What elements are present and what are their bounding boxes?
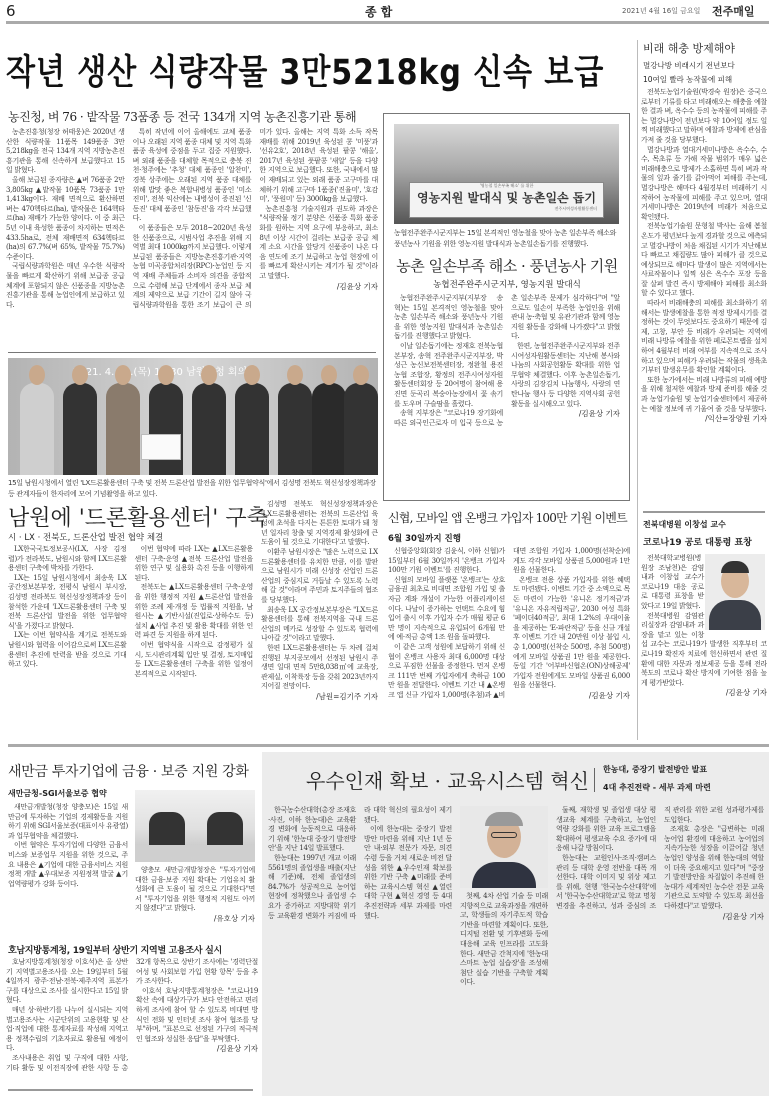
paragraph: 송혁 지부장은 "코로나19 장기화에 따른 외국인근로자 미 입국 등으로 농촌 일손부족 문제가 심각하다"며 "앞으로도 일손이 부족한 농업인을 위해 관내 농·축협 및 유관기관과 함께 영농지원 활동을 강화해 나가겠다"고 밝혔다. (394, 294, 620, 427)
paragraph: 양충모 새만금개발청장은 "투자기업에 대한 금융·보증 지원 확대는 기업유치 활성화에 큰 도움이 될 것으로 기대한다"면서 "투자기업을 위한 행정적 지원도 아끼지 않겠다"고 밝혔다. (135, 866, 255, 913)
byline: /김윤상 기자 (216, 1044, 258, 1054)
paragraph: 국립식량과학원은 매년 우수한 식량작물을 빠르게 확산하기 위해 보급종 공급체계에 포함되지 않은 신품종을 지방농촌진흥기관을 통해 농업인에게 보급하고 있다. (6, 262, 125, 309)
paragraph: 조재호 총장은 "급변하는 미래 농어업 환경에 대응하고 농어업의 지속가능한 성장을 이끌어갈 청년농업인 양성을 위해 한농대의 역할이 더욱 중요해지고 있다"며 "중장기 발전방안을 차질없이 추진해 한농대가 세계적인 농수산 전문 교육기관으로 도약할 수 있도록 최선을 다하겠다"고 말했다. (664, 825, 764, 910)
volunteer-photo (394, 124, 619, 224)
paragraph: 이에 한농대는 중장기 발전방안 마련을 위해 지난 1년 동안 내·외부 전문가 자문, 의견수렴 등을 거쳐 새로운 비전 달성을 위한 ▲우수인재 확보를 위한 기반 구축 ▲미래를 준비하는 교육시스템 혁신 ▲열린 대학 구현 ▲혁신 경영 등 4대 추진전략과 세부 과제를 마련했다. (364, 825, 452, 920)
drone-article-body-continued (261, 500, 378, 740)
article-subheadline: 6월 30일까지 진행 (388, 534, 461, 544)
article-headline: 신협, 모바일 앱 온뱅크 가입자 100만 기원 이벤트 (388, 511, 627, 525)
article-subheadline: 10여일 빨라 농작물에 피해 (643, 75, 733, 84)
divider (8, 352, 376, 353)
paragraph: 따라서 비래해충의 피해를 최소화하기 위해서는 발생예찰을 통한 적정 방제시기를 결정하는 것이 무엇보다도 중요하기 때문에 김제, 고창, 부안 등 비래가 우려되는 지역에 비래 나방류 예찰을 위한 페로몬트랩을 설치하여 4월부터 비래 여부를 지속적으로 조사하고 있으며 피해가 우려되는 작물의 생육초기부터 발생유무를 확인할 계획이다. (641, 299, 767, 375)
byline: /남원=김기주 기자 (316, 691, 378, 701)
byline: /김윤상 기자 (578, 409, 620, 419)
main-headline: 작년 생산 식량작물 3만5218kg 신속 보급 (6, 53, 605, 93)
paragraph: 또한 농가에서는 비래 나방류의 피해 예방을 위해 철저한 예찰과 방제 준비를 해줄 것과 농업기술원 및 농업기술센터에서 제공하는 예찰 정보에 귀 기울여 줄 것을 당부했다. (641, 375, 767, 413)
article-headline: 남원에 '드론활용센터' 구축 (8, 506, 268, 531)
article-kicker: 전북대병원 이창섭 교수 (643, 520, 726, 529)
paragraph: 전북도농업기술원(박경숙 원장)은 중국으로부터 기류를 타고 비래해오는 해충을 예찰한 결과 벼, 옥수수 등의 농작물에 피해를 주는 멸강나방이 전년보다 약 10여일 정도 일찍 비래했다고 말하며 예찰과 방제에 관심을 가져 줄 것을 당부했다. (641, 88, 767, 144)
byline: /익산=장양원 기자 (705, 414, 767, 424)
paragraph: 한농대는 교원인사·조직·캠퍼스 관리 등 대학 운영 전반을 대폭 개선한다. 대학 이미지 및 위상 제고를 위해, 현행 '한국농수산대학'에서 '한국농수산대학교'로 학교 명칭 변경을 추진하고, 성과 중심의 조직 관리를 위한 교원 성과평가제를 도입한다. (556, 806, 764, 910)
paragraph: 특히 작년에 이어 올해에도 교체 품종이나 오래된 지역 품종 대체 및 지역 특화 품종 육성에 중점을 두고 집중 지원했다. 벼 외래 품종을 대체할 목적으로 충북 진천·청주에는 '추청' 대체 품종인 '알찬미', 경북 상주에는 오래된 지역 품종 대체를 위해 밥맛 좋은 복합내병성 품종인 '미소진미', 전북 익산에는 내병성이 증진된 '신동진' 대체 품종인 '참동진'을 각각 보급했다. (132, 128, 252, 223)
photo-caption: 15일 남원시청에서 열린 'LX드론활용센터 구축 및 전북 드론산업 발전을 위한 업무협약식'에서 김성명 전북도 혁신성장정책과장 등 관계자들이 한자리에 모여 기념촬영을 하고 있다. (8, 479, 376, 498)
section-rule (8, 744, 769, 747)
event-banner (409, 182, 604, 218)
paragraph: LX한국국토정보공사(LX, 사장 김정렬)가 전라북도, 남원시와 함께 LX드론활용센터 구축에 박차를 가한다. (8, 545, 127, 573)
hannong-article-body-middle (460, 892, 548, 1093)
hospital-article-body (641, 554, 767, 740)
president-photo (460, 806, 548, 888)
paragraph: 올해 보급된 종자량은 ▲벼 76품종 2만3,805kg ▲밭작물 10품목 73품종 1만 1,413kg이다. 재배 면적으로 환산하면 벼는 470헥타르(ha), 밭작물은 164헥타르(ha) 재배가 가능한 양이다. 이 중 최근 5년 이내 육성한 품종이 차지하는 면적은 433.5ha로, 전체 재배면적 634헥타르(ha)의 67.7%(벼 65%, 밭작물 75.7%) 수준이다. (6, 175, 125, 261)
paragraph: 김성명 전북도 혁신성장정책과장은 'LX드론활용센터는 전북의 드론산업 육성에 초석을 다지는 튼튼한 토대가 돼 청년 일자리 창출 및 지역경제 활성화에 큰 도움이 될 것으로 기대한다'고 말했다. (261, 500, 378, 547)
paragraph: 최송욱 LX 공간정보본부장은 "LX드론활용센터를 통해 전북지역을 국내 드론산업의 메카로 성장할 수 있도록 협력에 나아갈 것"이라고 말했다. (261, 605, 378, 643)
paragraph: 전북농업기술원 문형철 박사는 올해 봄철 온도가 평년보다 높게 경과할 것으로 예측되고 멸강나방이 처음 채집된 시기가 지난해보다 빠르고 채집량도 많아 피해가 클 것으로 예상되므로 해마다 발생이 많은 지역에서는 사료작물이나 일찍 심은 옥수수 포장 등을 잘 살펴 발견 즉시 방제해야 피해를 최소화할 수 있다고 했다. (641, 222, 767, 298)
paragraph: 한편, 농협전주완주시군지부와 전주시여성자원활동센터는 지난해 봉사와 나눔의 사회공헌활동 확대를 위한 업무협약 체결했다. 이후 농촌일손돕기, 사랑의 김장김치 나눔행사, 사랑의 연탄나눔 행사 등 다양한 지역사회 공헌활동을 실시해오고 있다. (511, 341, 620, 408)
paragraph: 이번 협약에 따라 LX는 ▲LX드론활용센터 구축·운영 ▲전북 드론산업 발전을 위한 연구 및 실용화 촉진 등을 이행하게 된다. (134, 545, 253, 582)
saemangeum-article-body-continued (135, 866, 255, 940)
paragraph: 호남지방통계청(청장 이호석)은 올 상반기 지역별고용조사를 오는 19일부터 5월 4일까지 광주·전남·전북·제주지역 표본가구를 대상으로 조사를 실시한다고 15일 밝혔다. (6, 958, 128, 1005)
page-number: 6 (6, 2, 16, 20)
paragraph: 신협의 모바일 플랫폼 '온뱅크'는 상호금융권 최초로 비대면 조합원 가입 및 출자금 계좌 개설이 가능한 어플리케이션이다. 나날이 증가하는 언택트 수요에 힘입어 출시 이후 가입자 수가 매월 평균 6만 명이 지속적으로 유입되어 6개월 만에 예·적금 총액 1조 원을 돌파했다. (388, 575, 505, 642)
article-headline: 우수인재 확보 · 교육시스템 혁신 (306, 769, 589, 793)
article-subheadline: 멸강나방 비래시기 전년보다 (643, 61, 735, 70)
byline: /김윤상 기자 (588, 690, 630, 700)
article-headline: 코로나19 공로 대통령 표창 (643, 538, 752, 548)
divider (643, 511, 765, 513)
column-divider (637, 40, 638, 740)
saemangeum-article-body (8, 803, 128, 940)
paragraph: 농촌진흥청 기술지원과 권도하 과장은 "식량작물 정기 분양은 신품종 특화 품종화를 원하는 지역 요구에 부응하고, 최소 8년 이상 시간이 걸리는 보급종 공급 체계 소요 시간을 앞당겨 신품종이 나온 다음 연도에 조기 보급하고 농업 현장에 이를 빠르게 확산시키는 계기가 될 것"이라고 말했다. (259, 204, 378, 280)
paragraph: LX는 15일 남원시청에서 최송욱 LX 공간정보본부장, 전평식 남원시 부시장, 김성명 전라북도 혁신성장정책과장 등이 참석한 가운데 'LX드론활용센터 구축 및 전북 드론산업 발전을 위한 업무협약식'을 가졌다고 밝혔다. (8, 573, 127, 630)
paragraph: 한편 LX드론활용센터는 두 차례 걸쳐 진행된 부지공모에서 선정된 남원시 주생면 일대 면적 5만8,038㎡에 교육장, 관제실, 이착륙장 등을 갖춰 2023년까지 지어질 전망이다. (261, 643, 378, 691)
side-subheadline: 한농대, 중장기 발전방안 발표 (603, 765, 708, 774)
paragraph: 이 같은 고객 성원에 보답하기 위해 신협이 온뱅크 사용자 최대 6,000명 대상으로 푸짐한 선물을 증정한다. 먼저 온뱅크 111만 번째 가입자에게 축하금 100만 원을 전달한다. 이벤트 기간 내 ▲온뱅크 앱 신규 가입자 1,000명(추첨)과 ▲비대면 조합원 가입자 1,000명(선착순)에게도 각각 모바일 상품권 5,000원과 1만원을 선물한다. (388, 547, 630, 699)
signing-photo (135, 790, 255, 862)
article-subheadline: 농협전주완주시군지부, 영농지원 발대식 (433, 280, 581, 290)
paragraph: 이 품종들은 모두 2018~2020년 육성한 신품종으로, 시범사업 추진을 위해 지역별 최대 1000kg까지 보급했다. 이렇게 보급된 품종들은 지방농촌진흥기관·지역 농협 미곡종합처리장(RPC)·농업인 등 지역 재배 주체들과 소비자 의견을 종합적으로 수렴해 보급 단계에서 종자 보급 체계의 제약으로 보급 기간이 길지 않아 국립식량과학원을 통한 조기 보급이 큰 의미가 있다. 올해는 지역 특화 소득 작목 재배를 위해 2019년 육성된 콩 '미풍'과 '선유2호', 2018년 육성된 팥콩 '해올', 2017년 육성된 풋팥콩 '새알' 등을 다양한 지역으로 보급했다. 또한, 국내에서 많이 재배되고 있는 외래 품종 고구마를 대체하기 위해 고구마 1품종('진율미', '호감미', '풍원미' 등) 3000kg을 보급했다. (132, 128, 378, 309)
paragraph: 신협중앙회(회장 김윤식, 이하 신협)가 15일부터 6월 30일까지 '온뱅크 가입자 100만 기원 이벤트'를 진행한다. (388, 547, 505, 575)
mou-ceremony-photo (8, 358, 378, 475)
article-headline: 농촌 일손부족 해소 · 풍년농사 기원 (396, 257, 618, 275)
paragraph: 첫째, 4차 산업 기술 등 미래지향적으로 교육과정을 개편하고, 학생들의 자기주도적 학습기반을 마련할 계획이다. 또한, 디지털 전환 및 기후변화 등에 대응해 교육 인프라를 고도화한다. 새만금 간척지에 '한농대 스마트 농업 실습장'을 조성해 첨단 실습 기반을 구축할 계획이다. (460, 892, 548, 987)
paragraph: 조사내용은 취업 및 구직에 대한 사항, 기타 활동 및 이전직장에 관한 사항 등 총 32개 항목으로 상반기 조사에는 '경력단절 여성 및 사회보험 가입 현황 항목' 등을 추가 조사한다. (6, 958, 258, 1072)
section-title: 종 합 (365, 5, 393, 19)
article-headline: 새만금 투자기업에 금융 · 보증 지원 강화 (8, 764, 249, 780)
paragraph: 이번 협약식을 시작으로 감정평가 실시, 도시관리계획 입안 및 결정, 토지매입 등 LX드론활용센터 구축을 위한 일정이 본격적으로 시작된다. (134, 640, 253, 678)
main-subheadline: 농진청, 벼 76 · 밭작물 73품종 등 전국 134개 지역 농촌진흥기관 통해 (8, 110, 357, 124)
paragraph: 온뱅크 전용 상품 가입자를 위한 혜택도 마련됐다. 이벤트 기간 중 소액으로 목돈 마련이 가능한 '유니온 정기적금'과 '유니온 자유적립적금', 2030 여성 특화 '페이더40적금', 최대 1.2%의 우대이율을 제공하는 'E-파란적금' 등을 신규 개설 후 이벤트 기간 내 20만원 이상 불입 시, 총 1,000명(선착순 500명, 추첨 500명)에게 모바일 상품권 1만 원을 제공한다. 동일 기간 '어부바신협온(ON)상해공제' 가입자 전원에게도 모바일 상품권 6,000원을 선물한다. (513, 575, 630, 690)
paragraph: 새만금개발청(청장 양충모)은 15일 새만금에 투자하는 기업의 경제활동을 지원하기 위해 SGI서울보증(대표이사 유광열)과 업무협약을 체결했다. (8, 803, 128, 840)
paragraph: 둘째, 재학생 및 졸업생 대상 평생교육 체계를 구축하고, 농업인 역량 강화를 위한 교육 프로그램을 확대하여 평생교육 수요 증가에 대응해 나갈 방침이다. (556, 806, 656, 853)
main-article-body (6, 128, 378, 350)
article-headline: 호남지방통계청, 19일부터 상반기 지역별 고용조사 실시 (8, 946, 222, 956)
banner-text: 영농지원 발대식 및 농촌일손 돕기 (416, 191, 596, 205)
headline-separator (594, 768, 595, 792)
divider (8, 1089, 253, 1091)
paragraph: LX는 이번 협약식을 계기로 전북도와 남원시와 협력을 이어감으로써 LX드론활용센터 추진에 탄력을 받을 것으로 기대하고 있다. (8, 631, 127, 669)
article-subheadline: 시 · LX · 전북도, 드론산업 발전 협약 체결 (8, 533, 164, 543)
paragraph: 농촌진흥청(청장 허태웅)은 2020년 생산한 식량작물 11품목 149품종 3만 5,218kg을 전국 134개 지역 지방농촌진흥기관을 통해 신속하게 보급했다고 15일 밝혔다. (6, 128, 125, 175)
article-subheadline: 새만금청-SGI서울보증 협약 (8, 789, 107, 798)
paragraph: 이환주 남원시장은 "많은 노력으로 LX드론활용센터를 유치한 만큼, 이를 발판으로 남원시가 미래 신성장 산업인 드론산업의 중심지로 거듭날 수 있도록 노력해 갈 것"이라며 주민과 토지주들의 협조를 당부했다. (261, 547, 378, 604)
shinhyup-article-body (388, 547, 630, 740)
paragraph: 매년 상·하반기를 나누어 실시되는 지역별고용조사는 시군단위의 고용현황 및 산업·직업에 대한 통계자료를 작성해 지역고용 정책수립의 기초자료로 활용될 예정이다. (6, 1005, 128, 1053)
byline: /김윤상 기자 (722, 911, 764, 921)
side-subheadline: 4대 추진전략 - 세부 과제 마련 (603, 783, 711, 792)
statistics-article-body (6, 958, 258, 1086)
article-headline: 비래 해충 방제해야 (643, 42, 736, 55)
paragraph: 이번 협약은 투자기업에 다양한 금융서비스와 보증업무 지원을 위한 것으로, 주요 내용은 ▲기업에 대한 금융서비스 지원정책 개발 ▲우대보증 지원정책 발굴 ▲기업역량평가 강화 등이다. (8, 841, 128, 888)
pest-article-body (641, 88, 767, 508)
paragraph: 멸강나방과 열대거세미나방은 옥수수, 수수, 목초류 등 가해 작물 범위가 매우 넓은 비래해충으로 방제가 소홀하면 특히 벼과 작물의 잎과 줄기를 갉아먹어 피해를 주는데, 멸강나방은 해마다 4월경부터 비래하기 시작하여 농작물에 피해를 주고 있으며, 열대거세미나방은 2019년에 비래가 처음으로 확인됐다. (641, 145, 767, 221)
paragraph: 한국농수산대학(총장 조재호·사진, 이하 한농대)은 교육환경 변화에 능동적으로 대응하기 위해 '한농대 중장기 발전방안'을 지난 14일 발표했다. (268, 806, 356, 853)
newspaper-brand: 전주매일 (712, 5, 755, 18)
byline: /김윤상 기자 (725, 688, 767, 698)
hannong-article-body-right (556, 806, 764, 1093)
drone-article-body (8, 545, 253, 740)
banner-org: 전주시여성자원활동센터 (554, 206, 597, 211)
photo-backdrop-text: 4. 15.(목) 회의실 (104, 367, 257, 378)
paragraph: 전북대학교병원(병원장 조남천)은 감염내과 이창섭 교수가 코로나19 대응 공로로 대통령 표창을 받았다고 19일 밝혔다. (641, 554, 704, 610)
nonghyup-article-body (394, 294, 620, 496)
paragraph: 전북도는 ▲LX드론활용센터 구축·운영을 위한 행정적 지원 ▲드론산업 발전을 위한 조례 제·개정 등 법률적 지원을, 남원시는 ▲기반시설(진입로·상하수도 등) 설치 ▲사업 추진 및 활용 확대를 위한 인력 파견 등 지원을 하게 된다. (134, 583, 253, 640)
byline: /김윤상 기자 (336, 281, 378, 291)
paragraph: 이호석 호남지방통계청장은 "코로나19 확산 속에 대상가구가 보다 안전하고 편리하게 조사에 참여 할 수 있도록 비대면 방식인 전화 및 인터넷 조사 참여 협조를 당부"하며, "표본으로 선정된 가구의 적극적인 협조와 성실한 응답"을 부탁했다. (136, 986, 258, 1043)
paragraph: 한농대는 1997년 개교 이래 5561명의 졸업생을 배출(지난해 기준)해, 전체 졸업생의 84.7%가 성공적으로 농어업 현장에 정착했으나 졸업생 수요가 증가하고 지방대학 위기 등 교육환경 변화가 커짐에 따라 대학 혁신의 필요성이 제기됐다. (268, 806, 452, 920)
header-rule (6, 21, 769, 24)
byline: /유호상 기자 (213, 913, 255, 923)
hannong-article-body (268, 806, 452, 1093)
issue-date: 2021년 4월 16일 금요일 (622, 7, 701, 15)
paragraph: 이날 일손돕기에는 정재호 전북농협 본부장, 송혁 전주완주시군지부장, 박성근 농신보전북센터장, 정완철 용진농협 조합장, 황정의 전주시여성자원활동센터회장 등 20여명이 참여해 용진면 둔곡리 복숭아농장에서 꽃 솎기를 도우며 구슬땀을 흘렸다. (394, 341, 503, 408)
paragraph: 농협전주완주시군지부(지부장 송혁)는 15일 본격적인 영농철을 맞아 농촌 일손부족 해소와 풍년농사 기원을 위한 영농지원 발대식과 농촌일손돕기를 진행했다고 밝혔다. (394, 294, 503, 341)
photo-caption: 농협전주완주시군지부는 15일 본격적인 영농철을 맞아 농촌 일손부족 해소와 풍년농사 기원을 위한 영농지원 발대식과 농촌일손돕기를 진행했다. (394, 229, 617, 248)
paragraph: 전북대병원 감염관리실장과 감염내과 과장을 맡고 있는 이창섭 교수는 코로나19가 발생한 직후부터 코로나19 확진자 치료에 헌신하면서 관련 질환에 대한 자문과 정보제공 등을 통해 전라북도의 코로나 확산 방지에 기여한 점을 높게 평가받았다. (641, 611, 767, 687)
banner-small-text: '영농철 일손부족 해소' 를 위한 (479, 183, 534, 188)
